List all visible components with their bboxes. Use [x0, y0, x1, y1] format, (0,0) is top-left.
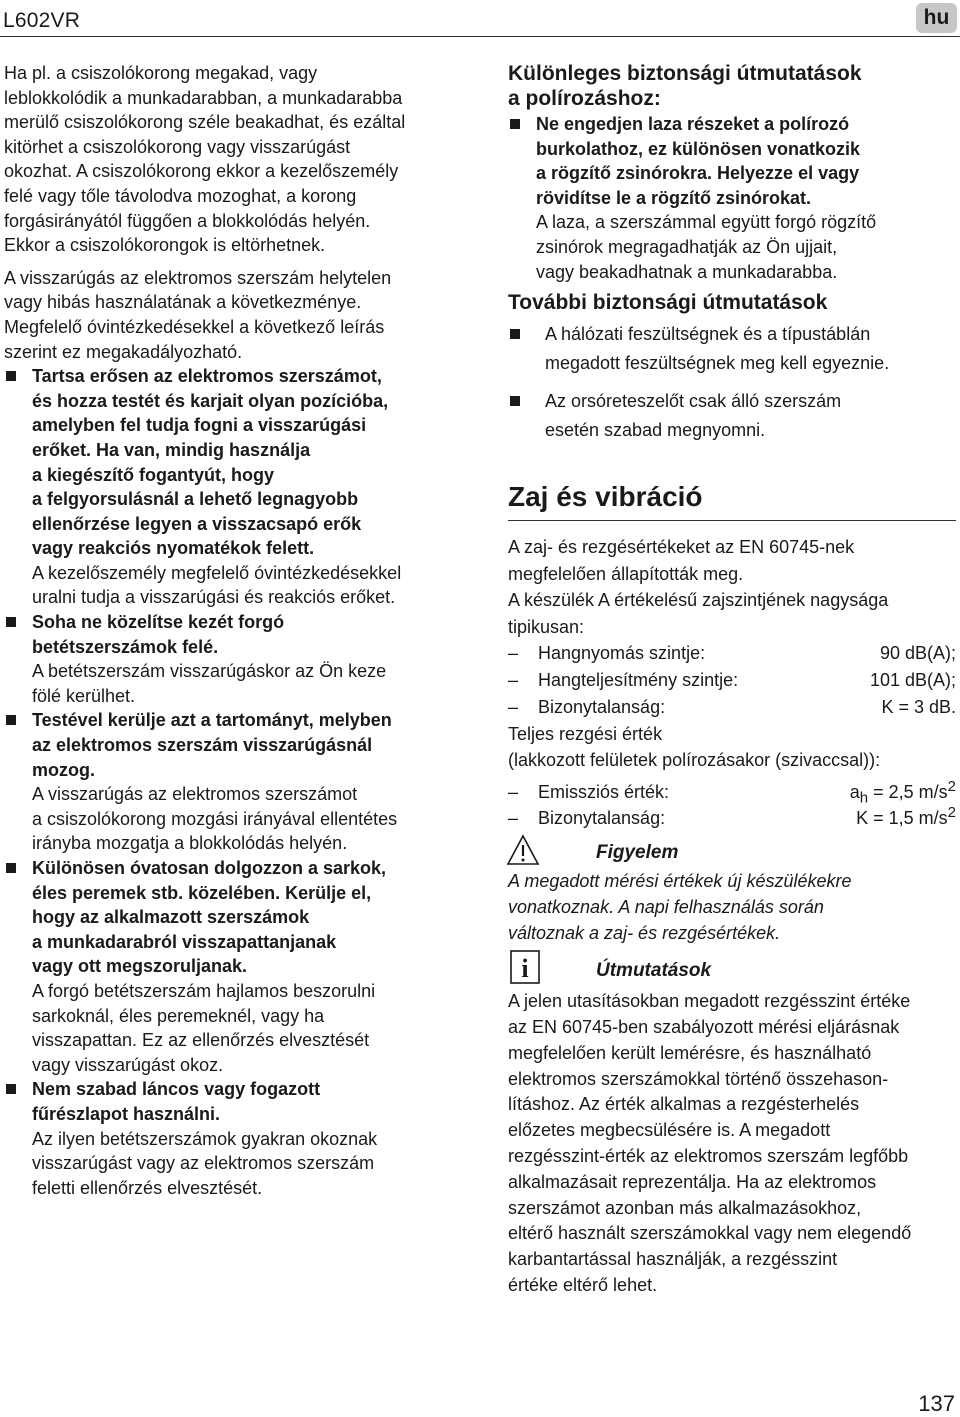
bullet-text-line: a csiszolókorong mozgási irányával ellentétes	[32, 808, 398, 829]
text-line: A megadott mérési értékek új készülékekre	[508, 871, 852, 892]
bullet-bold-line: Soha ne közelítse kezét forgó	[32, 612, 285, 633]
text-line: megfelelően állapították meg.	[508, 563, 744, 584]
bullet-bold-line: vagy reakciós nyomatékok felett.	[32, 538, 315, 559]
info-title: Útmutatások	[596, 959, 712, 981]
bullet-text-line: feletti ellenőrzés elvesztését.	[32, 1177, 263, 1198]
value-label: Bizonytalanság:	[538, 696, 666, 717]
text-line: vonatkoznak. A napi felhasználás során	[508, 897, 824, 918]
square-bullet-icon	[510, 329, 520, 339]
info-text	[508, 989, 956, 1299]
right-column	[508, 61, 956, 1299]
safety-bullet	[4, 610, 452, 708]
text-line: megfelelően került lemérésre, és használható	[508, 1042, 872, 1063]
bullet-bold-line: a munkadarabról visszapattanjanak	[32, 931, 337, 952]
polishing-bullet	[508, 112, 956, 284]
text-line: lításhoz. Az érték alkalmas a rezgésterhelés	[508, 1094, 860, 1115]
bullet-text-line: A forgó betétszerszám hajlamos beszorulni	[32, 980, 376, 1001]
square-bullet-icon	[510, 119, 520, 129]
bullet-bold-line: a felgyorsulásnál a lehető legnagyobb	[32, 489, 359, 510]
bullet-text-line: A kezelőszemély megfelelő óvintézkedésekkel	[32, 562, 402, 583]
bullet-text-line: visszarúgást vagy az elektromos szerszám	[32, 1153, 375, 1174]
bullet-bold-line: burkolathoz, ez különösen vonatkozik	[536, 138, 861, 159]
dash-marker: –	[508, 808, 519, 829]
text-line: eltérő használt szerszámokkal vagy nem elegendő	[508, 1223, 912, 1244]
text-line: merülő csiszolókorong széle beakadhat, és ezáltal	[4, 112, 406, 133]
text-line: Ekkor a csiszolókorongok is eltörhetnek.	[4, 235, 326, 256]
dash-marker: –	[508, 696, 519, 717]
text-line: rezgésszint-érték az elektromos szerszám legfőbb	[508, 1145, 909, 1166]
value-number: K = 1,5 $m/s^2$	[856, 804, 956, 829]
bullet-text-line: A hálózati feszültségnek és a típustáblán	[545, 324, 871, 345]
value-label: Bizonytalanság:	[538, 808, 666, 829]
bullet-text-line: sarkoknál, éles peremeknél, vagy ha	[32, 1005, 325, 1026]
page-number: 137	[918, 1391, 955, 1416]
noise-vibration-heading: Zaj és vibráció	[508, 480, 956, 521]
further-bullet	[508, 320, 956, 377]
bullet-text-line: zsinórok megragadhatják az Ön ujjait,	[536, 236, 838, 257]
caution-text	[508, 868, 956, 946]
bullet-bold-line: éles peremek stb. közelében. Kerülje el,	[32, 882, 372, 903]
text-line: kitörhet a csiszolókorong vagy visszarúgást	[4, 136, 351, 157]
vibration-values-list	[508, 774, 956, 828]
text-line: A jelen utasításokban megadott rezgésszint értéke	[508, 991, 911, 1012]
text-line: A zaj- és rezgésértékeket az EN 60745-nek	[508, 537, 855, 558]
noise-intro	[508, 534, 956, 640]
noise-value-row	[508, 694, 956, 721]
text-line: értéke eltérő lehet.	[508, 1274, 658, 1295]
bullet-text-line: visszapattan. Ez az ellenőrzés elvesztését	[32, 1030, 370, 1051]
language-badge: hu	[916, 3, 957, 33]
vibration-value-row	[508, 774, 956, 807]
bullet-text-line: irányba mozgatja a blokkolódás helyén.	[32, 833, 348, 854]
text-line: szerint ez megakadályozható.	[4, 341, 243, 362]
value-number: 101 dB(A);	[869, 669, 956, 690]
bullet-bold-line: erőket. Ha van, mindig használja	[32, 439, 311, 460]
bullet-bold-line: az elektromos szerszám visszarúgásnál	[32, 735, 373, 756]
left-column	[4, 61, 452, 1200]
further-safety-heading: További biztonsági útmutatások	[508, 291, 828, 315]
noise-value-row	[508, 667, 956, 694]
safety-bullet	[4, 708, 452, 856]
header-divider	[0, 36, 960, 37]
kickback-intro	[4, 61, 452, 258]
dash-marker: –	[508, 781, 519, 802]
document-model: L602VR	[3, 9, 81, 32]
bullet-text-line: Az orsóreteszelőt csak álló szerszám	[545, 391, 842, 412]
square-bullet-icon	[6, 1084, 16, 1094]
caution-title-row	[508, 838, 956, 868]
bullet-bold-line: Testével kerülje azt a tartományt, melyben	[32, 710, 392, 731]
bullet-text-line: megadott feszültségnek meg kell egyeznie.	[545, 352, 890, 373]
value-number: $a_h = 2,5$ $m/s^2$	[849, 777, 956, 807]
bullet-text-line: vagy beakadhatnak a munkadarabba.	[536, 261, 838, 282]
text-line: Megfelelő óvintézkedésekkel a következő leírás	[4, 316, 385, 337]
info-icon	[508, 956, 596, 986]
further-bullet	[508, 387, 956, 444]
dash-marker: –	[508, 669, 519, 690]
bullet-bold-line: fűrészlapot használni.	[32, 1103, 221, 1124]
polishing-safety-heading	[508, 61, 956, 111]
noise-value-row	[508, 640, 956, 667]
bullet-bold-line: betétszerszámok felé.	[32, 636, 219, 657]
caution-title: Figyelem	[596, 841, 679, 863]
bullet-bold-line: vagy ott megszoruljanak.	[32, 956, 248, 977]
vibration-intro	[508, 721, 956, 774]
text-line: felé vagy tőle távolodva mozoghat, a korong	[4, 185, 357, 206]
bullet-text-line: uralni tudja a visszarúgási és reakciós erőket.	[32, 587, 396, 608]
heading-line: Különleges biztonsági útmutatások	[508, 62, 862, 85]
text-line: vagy hibás használatának a következménye.	[4, 292, 362, 313]
bullet-bold-line: a kiegészítő fogantyút, hogy	[32, 464, 275, 485]
safety-bullet	[4, 364, 452, 610]
text-line: előzetes megbecsülésére is. A megadott	[508, 1120, 831, 1141]
square-bullet-icon	[510, 396, 520, 406]
value-label: Hangnyomás szintje:	[538, 643, 706, 664]
bullet-bold-line: Nem szabad láncos vagy fogazott	[32, 1079, 321, 1100]
text-line: szerszámot azonban más alkalmazásokhoz,	[508, 1197, 862, 1218]
heading-line: a polírozáshoz:	[508, 87, 661, 110]
dash-marker: –	[508, 643, 519, 664]
safety-bullet	[4, 856, 452, 1077]
bullet-bold-line: Ne engedjen laza részeket a polírozó	[536, 114, 850, 134]
text-line: Teljes rezgési érték	[508, 723, 663, 744]
square-bullet-icon	[6, 371, 16, 381]
bullet-text-line: A visszarúgás az elektromos szerszámot	[32, 784, 358, 805]
square-bullet-icon	[6, 617, 16, 627]
bullet-bold-line: ellenőrzése legyen a visszacsapó erők	[32, 513, 362, 534]
bullet-bold-line: rövidítse le a rögzítő zsinórokat.	[536, 187, 812, 208]
square-bullet-icon	[6, 715, 16, 725]
text-line: okozhat. A csiszolókorong ekkor a kezelőszemély	[4, 161, 399, 182]
bullet-bold-line: és hozza testét és karjait olyan pozícióba,	[32, 390, 389, 411]
safety-bullet	[4, 1077, 452, 1200]
value-number: 90 dB(A);	[879, 643, 956, 664]
value-label: Hangteljesítmény szintje:	[538, 669, 739, 690]
bullet-bold-line: mozog.	[32, 759, 95, 780]
text-line: karbantartással használják, a rezgésszint	[508, 1249, 838, 1270]
bullet-text-line: A betétszerszám visszarúgáskor az Ön keze	[32, 661, 387, 682]
text-line: leblokkolódik a munkadarabban, a munkadarabba	[4, 87, 403, 108]
svg-text:i: i	[521, 954, 529, 984]
text-line: tipikusan:	[508, 616, 585, 637]
bullet-text-line: Az ilyen betétszerszámok gyakran okoznak	[32, 1128, 378, 1149]
noise-values-list	[508, 640, 956, 720]
bullet-text-line: fölé kerülhet.	[32, 685, 136, 706]
bullet-bold-line: Különösen óvatosan dolgozzon a sarkok,	[32, 858, 387, 878]
text-line: (lakkozott felületek polírozásakor (szivaccsal)):	[508, 750, 881, 771]
bullet-text-line: esetén szabad megnyomni.	[545, 419, 766, 440]
text-line: A készülék A értékelésű zajszintjének nagysága	[508, 590, 889, 611]
bullet-bold-line: a rögzítő zsinórokra. Helyezze el vagy	[536, 163, 860, 184]
value-number: K = 3 dB.	[881, 696, 956, 717]
bullet-bold-line: hogy az alkalmazott szerszámok	[32, 907, 310, 928]
text-line: Ha pl. a csiszolókorong megakad, vagy	[4, 63, 318, 83]
text-line: az EN 60745-ben szabályozott mérési eljárásnak	[508, 1016, 900, 1037]
square-bullet-icon	[6, 863, 16, 873]
bullet-bold-line: amelyben fel tudja fogni a visszarúgási	[32, 415, 367, 436]
text-line: változnak a zaj- és rezgésértékek.	[508, 923, 781, 944]
text-line: elektromos szerszámokkal történő összehason-	[508, 1068, 889, 1089]
vibration-value-row	[508, 800, 956, 827]
kickback-cause	[4, 266, 452, 364]
bullet-text-line: vagy visszarúgást okoz.	[32, 1054, 224, 1075]
text-line: forgásirányától függően a blokkolódás helyén.	[4, 210, 371, 231]
text-line: alkalmazásait reprezentálja. Ha az elektromos	[508, 1171, 877, 1192]
info-title-row	[508, 956, 956, 986]
value-label: Emissziós érték:	[538, 781, 670, 802]
bullet-bold-line: Tartsa erősen az elektromos szerszámot,	[32, 366, 382, 387]
bullet-text-line: A laza, a szerszámmal együtt forgó rögzítő	[536, 212, 877, 233]
text-line: A visszarúgás az elektromos szerszám helytelen	[4, 267, 392, 288]
warning-triangle-icon	[508, 838, 596, 868]
